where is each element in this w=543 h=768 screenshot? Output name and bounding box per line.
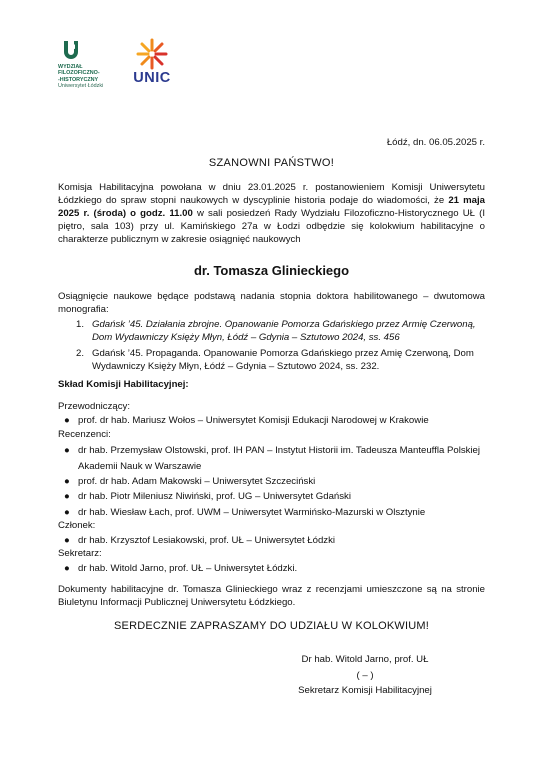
unic-sunburst-icon xyxy=(130,38,174,72)
reviewer-text: dr hab. Przemysław Olstowski, prof. IH PAN – Instytut Historii im. Tadeusza Manteuffla Polskiej Akademii Nauk w Warszawie xyxy=(78,445,481,472)
candidate-name: dr. Tomasza Glinieckiego xyxy=(193,263,350,278)
reviewer-item xyxy=(64,443,484,475)
closing-invitation: SERDECZNIE ZAPRASZAMY DO UDZIAŁU W KOLOKWIUM! xyxy=(114,620,429,632)
signature-role: Sekretarz Komisji Habilitacyjnej xyxy=(298,685,432,696)
signature-mark: ( – ) xyxy=(356,670,374,681)
reviewer-item xyxy=(64,490,484,503)
bullet-icon: ● xyxy=(64,507,70,518)
header-logos xyxy=(58,38,258,94)
secretary-item xyxy=(64,562,484,575)
documents-note: Dokumenty habilitacyjne dr. Tomasza Glinieckiego wraz z recenzjami umieszczone są na stronie Biuletynu Informacji Publicznej Uniwersytetu Łódzkiego. xyxy=(58,584,485,608)
unic-logo xyxy=(130,38,174,94)
unic-logo-text: UNIC xyxy=(133,70,171,86)
member-text: dr hab. Krzysztof Lesiakowski, prof. UŁ – Uniwersytet Łódzki xyxy=(78,535,336,546)
reviewer-text: prof. dr hab. Adam Makowski – Uniwersytet Szczeciński xyxy=(78,476,316,487)
member-label: Członek: xyxy=(58,520,96,531)
chair-item xyxy=(64,414,484,427)
work-number: 1. xyxy=(76,319,85,330)
reviewers-label: Recenzenci: xyxy=(58,429,111,440)
greeting: SZANOWNI PAŃSTWO! xyxy=(208,157,335,169)
reviewer-item xyxy=(64,506,484,519)
chair-text: prof. dr hab. Mariusz Wołos – Uniwersytet Komisji Edukacji Narodowej w Krakowie xyxy=(78,415,429,426)
document-date: Łódź, dn. 06.05.2025 r. xyxy=(386,137,485,148)
achievement-intro: Osiągnięcie naukowe będące podstawą nadania stopnia doktora habilitowanego – dwutomowa monografia: xyxy=(58,291,485,315)
works-list xyxy=(76,318,486,376)
work-text: Gdańsk ’45. Działania zbrojne. Opanowanie Pomorza Gdańskiego przez Armię Czerwoną, Dom Wydawniczy Księży Młyn, Łódź – Gdynia – Sztutowo 2024, ss. 456 xyxy=(92,319,476,343)
secretary-label: Sekretarz: xyxy=(58,548,102,559)
bullet-icon: ● xyxy=(64,445,70,456)
bullet-icon: ● xyxy=(64,415,70,426)
work-text: Gdańsk ’45. Propaganda. Opanowanie Pomorza Gdańskiego przez Amię Czerwoną, Dom Wydawniczy Księży Młyn, Łódź – Gdynia – Sztutowo 2024, ss. 232. xyxy=(92,348,474,372)
bullet-icon: ● xyxy=(64,535,70,546)
member-item xyxy=(64,534,484,547)
reviewer-item xyxy=(64,475,484,488)
reviewer-text: dr hab. Wiesław Łach, prof. UWM – Uniwersytet Warmińsko-Mazurski w Olsztynie xyxy=(78,507,426,518)
faculty-logo-line2: FILOZOFICZNO- xyxy=(58,70,100,77)
work-number: 2. xyxy=(76,348,85,359)
faculty-emblem-icon xyxy=(62,40,80,62)
signature-name: Dr hab. Witold Jarno, prof. UŁ xyxy=(301,654,429,665)
work-item xyxy=(76,347,486,373)
intro-date-time: 21 maja 2025 r. (środa) o godz. 11.00 xyxy=(58,195,485,219)
intro-text-end: w sali posiedzeń Rady Wydziału Filozoficzno-Historycznego UŁ (I piętro, sala 103) przy ul. Kamińskiego 27a w Łodzi odbędzie się kolokwium habilitacyjne o charakterze publicznym w zakresie osiągnięć naukowych xyxy=(58,208,486,245)
faculty-logo-line3: -HISTORYCZNY xyxy=(58,76,99,83)
reviewer-text: dr hab. Piotr Mileniusz Niwiński, prof. UG – Uniwersytet Gdański xyxy=(78,491,351,502)
bullet-icon: ● xyxy=(64,563,70,574)
work-item xyxy=(76,318,486,344)
faculty-logo-text xyxy=(58,64,103,90)
bullet-icon: ● xyxy=(64,476,70,487)
intro-paragraph xyxy=(58,181,485,246)
bullet-icon: ● xyxy=(64,491,70,502)
secretary-text: dr hab. Witold Jarno, prof. UŁ – Uniwersytet Łódzki. xyxy=(78,563,298,574)
faculty-logo-line4: Uniwersytet Łódzki xyxy=(58,83,104,90)
chair-label: Przewodniczący: xyxy=(58,401,130,412)
committee-title: Skład Komisji Habilitacyjnej: xyxy=(58,379,189,390)
faculty-logo-line1: WYDZIAŁ xyxy=(58,64,83,70)
intro-text-start: Komisja Habilitacyjna powołana w dniu 23.01.2025 r. postanowieniem Komisji Uniwersytetu Łódzkiego do spraw stopni naukowych w dyscyplinie historia podaje do wiadomości, że xyxy=(58,182,485,206)
